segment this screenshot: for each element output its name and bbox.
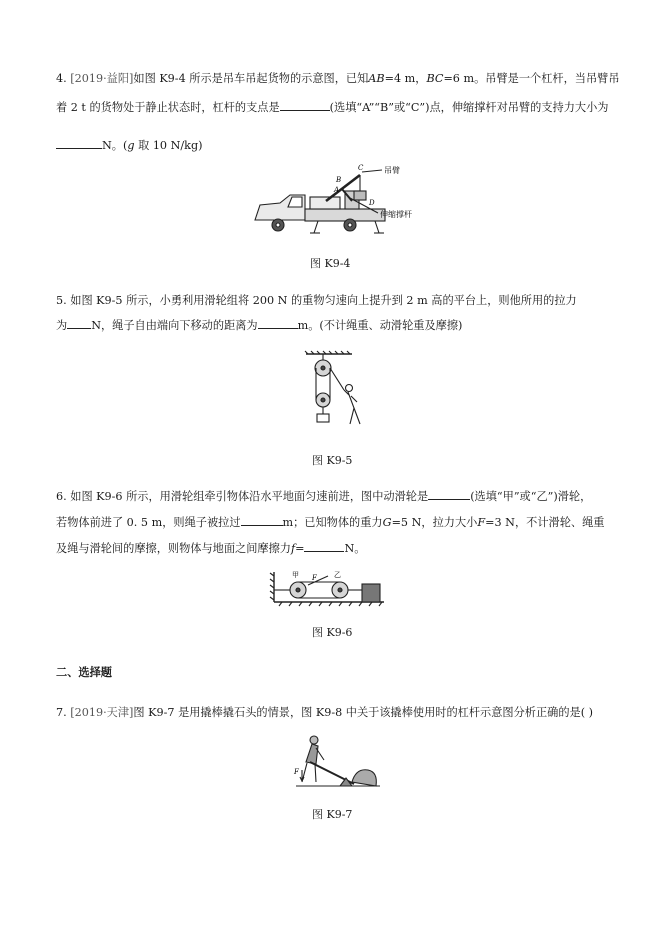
q5-number: 5.: [56, 294, 67, 307]
q4-blank-force[interactable]: [56, 138, 102, 149]
crane-figure: [250, 165, 440, 245]
crowbar-label-f: F: [294, 768, 299, 776]
q6-blank-pulley[interactable]: [428, 489, 470, 500]
crane-label-b: B: [336, 176, 342, 184]
pulley-label-f: F: [312, 574, 317, 582]
q6-number: 6.: [56, 490, 67, 503]
q6-line-3: 及绳与滑轮间的摩擦，则物体与地面之间摩擦力f= N。: [56, 542, 366, 555]
q5-blank-distance[interactable]: [258, 318, 298, 329]
fig-k9-4-caption: 图 K9-4: [310, 257, 351, 270]
fig-k9-7-caption: 图 K9-7: [312, 808, 353, 821]
q5-line-1: 5. 如图 K9-5 所示，小勇利用滑轮组将 200 N 的重物匀速向上提升到 2 m 高的平台上，则他所用的拉力: [56, 294, 577, 307]
q5-blank-force[interactable]: [67, 318, 91, 329]
crane-label-a: A: [334, 186, 340, 194]
crane-label-strut: 伸缩撑杆: [380, 210, 412, 219]
crane-label-boom: 吊臂: [384, 166, 400, 175]
q4-number: 4.: [56, 72, 67, 85]
q4-blank-fulcrum[interactable]: [280, 100, 330, 111]
q4-line-3: N。(g 取 10 N/kg): [56, 138, 202, 153]
section-title: 二、选择题: [56, 666, 112, 679]
q6-blank-rope[interactable]: [241, 515, 283, 526]
q6-blank-friction[interactable]: [304, 541, 344, 552]
q7-source: [2019·天津]: [70, 706, 134, 719]
crane-label-c: C: [358, 164, 364, 172]
q6-line-1: 6. 如图 K9-6 所示，用滑轮组牵引物体沿水平地面匀速前进，图中动滑轮是 (选填“甲”或“乙”)滑轮，: [56, 490, 592, 503]
fig-k9-5-caption: 图 K9-5: [312, 454, 353, 467]
crane-label-d: D: [369, 199, 375, 207]
pulley-label-jia: 甲: [292, 571, 299, 579]
pulley-label-yi: 乙: [334, 571, 341, 579]
crowbar-figure: [292, 732, 382, 796]
q7-number: 7.: [56, 706, 67, 719]
q4-line-1: 4. [2019·益阳]如图 K9-4 所示是吊车吊起货物的示意图，已知AB=4 m，BC=6 m。吊臂是一个杠杆，当吊臂吊: [56, 72, 620, 85]
q4-line-2: 着 2 t 的货物处于静止状态时，杠杆的支点是 (选填“A”“B”或“C”)点，伸缩撑杆对吊臂的支持力大小为: [56, 101, 609, 114]
q7-line-1: 7. [2019·天津]图 K9-7 是用撬棒撬石头的情景，图 K9-8 中关于该撬棒使用时的杠杆示意图分析正确的是( ): [56, 706, 594, 719]
q6-line-2: 若物体前进了 0. 5 m，则绳子被拉过 m；已知物体的重力G=5 N，拉力大小F=3 N，不计滑轮、绳重: [56, 516, 605, 529]
pulley-figure: [302, 350, 372, 432]
fig-k9-6-caption: 图 K9-6: [312, 626, 353, 639]
q5-line-2: 为 N，绳子自由端向下移动的距离为 m。(不计绳重、动滑轮重及摩擦): [56, 319, 463, 332]
horizontal-pulley-figure: [268, 568, 388, 608]
q4-source: [2019·益阳]: [70, 72, 134, 85]
